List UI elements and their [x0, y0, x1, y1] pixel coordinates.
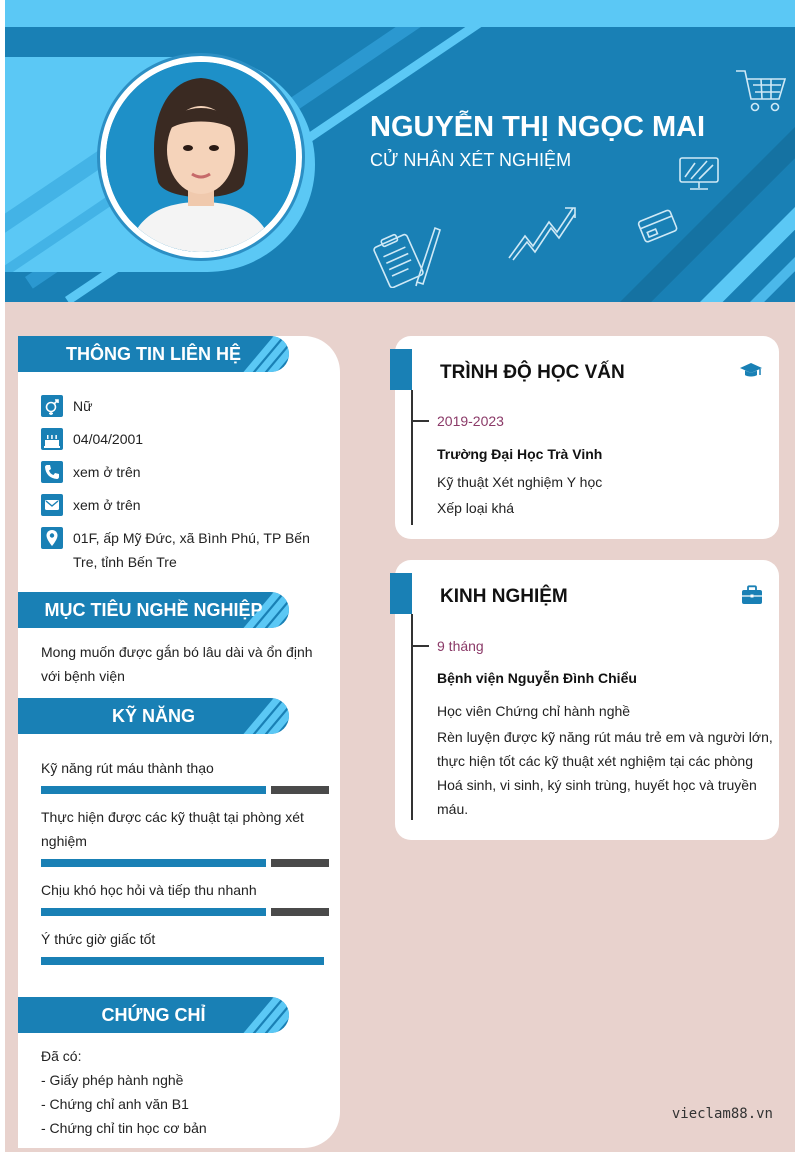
gender-value: Nữ	[73, 398, 93, 414]
certificate-line: - Giấy phép hành nghề	[41, 1072, 184, 1088]
birthday-value: 04/04/2001	[73, 431, 144, 447]
experience-tab	[390, 573, 412, 614]
email-icon	[41, 494, 63, 516]
address-value: 01F, ấp Mỹ Đức, xã Bình Phú, TP Bến Tre, tỉnh Bến Tre	[73, 530, 310, 570]
experience-heading: KINH NGHIỆM	[440, 586, 568, 607]
watermark: vieclam88.vn	[671, 1106, 773, 1122]
phone-value: xem ở trên	[73, 464, 141, 480]
birthday-cake-icon	[41, 428, 63, 450]
certificate-line: - Chứng chỉ tin học cơ bản	[41, 1120, 207, 1136]
shopping-cart-icon	[733, 67, 789, 115]
avatar	[100, 56, 302, 258]
experience-description: Rèn luyện được kỹ năng rút máu trẻ em và người lớn, thực hiện tốt các kỹ thuật xét nghiệm tại các phòng Hoá sinh, vi sinh, ký sinh trùng, huyết học và truyền máu.	[437, 729, 773, 817]
skill-bar	[41, 859, 329, 867]
objective-text: Mong muốn được gắn bó lâu dài và ổn định với bệnh viện	[41, 644, 313, 684]
objective-heading: MỤC TIÊU NGHỀ NGHIỆP	[44, 600, 263, 620]
certificates-heading: CHỨNG CHỈ	[101, 1005, 206, 1025]
credit-card-icon	[637, 207, 679, 247]
certificate-line: Đã có:	[41, 1048, 82, 1064]
growth-chart-icon	[505, 202, 581, 264]
gender-icon	[41, 395, 63, 417]
candidate-name: NGUYỄN THỊ NGỌC MAI	[370, 111, 706, 143]
skill-label: Kỹ năng rút máu thành thạo	[41, 760, 214, 776]
monitor-icon	[677, 155, 721, 195]
education-period: 2019-2023	[437, 413, 504, 429]
experience-company: Bệnh viện Nguyễn Đình Chiểu	[437, 670, 637, 686]
briefcase-icon	[740, 584, 764, 606]
education-heading: TRÌNH ĐỘ HỌC VẤN	[440, 362, 625, 383]
education-major: Kỹ thuật Xét nghiệm Y học	[437, 474, 603, 490]
contact-heading: THÔNG TIN LIÊN HỆ	[66, 344, 241, 364]
experience-position: Học viên Chứng chỉ hành nghề	[437, 703, 631, 719]
skill-bar	[41, 908, 329, 916]
certificate-line: - Chứng chỉ anh văn B1	[41, 1096, 189, 1112]
objective-heading-ribbon	[18, 592, 289, 628]
clipboard-pen-icon	[371, 222, 443, 288]
skills-heading-ribbon	[18, 698, 289, 734]
skills-heading: KỸ NĂNG	[111, 706, 195, 726]
education-school: Trường Đại Học Trà Vinh	[437, 446, 603, 462]
email-value: xem ở trên	[73, 497, 141, 513]
education-tab	[390, 349, 412, 390]
contact-heading-ribbon	[18, 336, 289, 372]
cv-page	[5, 0, 795, 1152]
skill-bar	[41, 957, 329, 965]
candidate-title: CỬ NHÂN XÉT NGHIỆM	[370, 150, 572, 170]
graduation-cap-icon	[739, 360, 763, 382]
skill-label: Thực hiện được các kỹ thuật tại phòng xét nghiệm	[41, 809, 304, 849]
certificates-heading-ribbon	[18, 997, 289, 1033]
experience-period: 9 tháng	[437, 638, 484, 654]
skill-label: Ý thức giờ giấc tốt	[41, 931, 156, 947]
top-strip	[5, 0, 795, 27]
skill-bar	[41, 786, 329, 794]
location-pin-icon	[41, 527, 63, 549]
skill-label: Chịu khó học hỏi và tiếp thu nhanh	[41, 882, 257, 898]
education-timeline	[411, 390, 413, 525]
portrait-illustration	[106, 62, 296, 252]
phone-icon	[41, 461, 63, 483]
education-grade: Xếp loại khá	[437, 500, 515, 516]
